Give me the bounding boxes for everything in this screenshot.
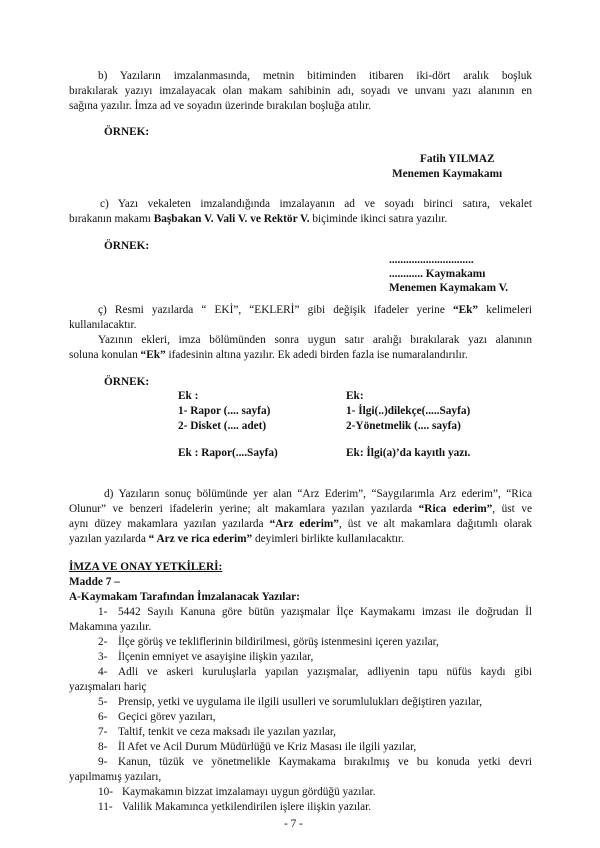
signature-dots: ..............................: [389, 254, 474, 266]
item-number: 11-: [98, 801, 113, 813]
item-text-continued: yapılmamış yazıları,: [69, 771, 162, 783]
ek-left-3: Ek : Rapor(....Sayfa): [178, 447, 278, 459]
item-text: Kanun, tüzük ve yönetmelikle Kaymakama bırakılmış ve bu konuda yetki devri: [118, 756, 532, 768]
signer-title: Menemen Kaymakamı: [392, 168, 503, 180]
ek-right-0: Ek:: [346, 390, 364, 402]
para-cc-line1: ç) Resmi yazılarda “ EKİ”, “EKLERİ” gibi değişik ifadeler yerine “Ek” kelimeleri: [98, 304, 532, 316]
ek-right-1: 1- İlgi(..)dilekçe(.....Sayfa): [346, 405, 471, 417]
item-text: İl Afet ve Acil Durum Müdürlüğü ve Kriz Masası ile ilgili yazılar,: [118, 741, 417, 753]
item-text: Kaymakamın bizzat imzalamayı uygun gördüğü yazılar.: [122, 786, 376, 798]
item-number: 8-: [98, 741, 108, 753]
example-label-3: ÖRNEK:: [104, 376, 150, 388]
para-c-line1: c) Yazı vekaleten imzalandığında imzalayanın ad ve soyadı birinci satıra, vekalet: [100, 198, 532, 210]
signer-name: Fatih YILMAZ: [420, 153, 495, 165]
para-b-line3: sağına yazılır. İmza ad ve soyadın üzerinde bırakılan boşluğa atılır.: [69, 100, 372, 112]
article-heading: Madde 7 –: [69, 576, 120, 588]
ek-left-1: 1- Rapor (.... sayfa): [178, 405, 271, 417]
item-number: 2-: [98, 636, 108, 648]
para-c-line2: bırakanın makamı Başbakan V. Vali V. ve Rektör V. biçiminde ikinci satıra yazılır.: [69, 213, 448, 225]
item-text: 5442 Sayılı Kanuna göre bütün yazışmalar İlçe Kaymakamı imzası ile doğrudan İl: [118, 606, 532, 618]
para-cc-line2: kullanılacaktır.: [69, 319, 137, 331]
item-number: 3-: [98, 651, 108, 663]
deputy-office: ............ Kaymakamı: [389, 268, 486, 280]
item-number: 4-: [98, 666, 108, 678]
item-number: 9-: [98, 756, 108, 768]
section-heading: İMZA VE ONAY YETKİLERİ:: [69, 561, 223, 573]
item-text: İlçenin emniyet ve asayişine ilişkin yazılar,: [118, 651, 314, 663]
deputy-title: Menemen Kaymakam V.: [389, 282, 509, 294]
ek-right-3: Ek: İlgi(a)’da kayıtlı yazı.: [346, 447, 471, 459]
ek-left-2: 2- Disket (.... adet): [178, 420, 267, 432]
para-d-line2: Olunur” ve benzeri ifadelerin yerine; alt makamlara yazılan yazılarda “Rica ederim”, üst ve: [69, 503, 532, 515]
ek-left-0: Ek :: [178, 390, 199, 402]
item-text: Prensip, yetki ve uygulama ile ilgili usulleri ve sorumlulukları değiştiren yazılar,: [118, 696, 483, 708]
example-label-1: ÖRNEK:: [104, 126, 150, 138]
page-number: - 7 -: [284, 818, 303, 830]
para-d-line4: yazılan yazılarda “ Arz ve rica ederim” deyimleri birlikte kullanılacaktır.: [69, 533, 405, 545]
item-text: Valilik Makamınca yetkilendirilen işlere ilişkin yazılar.: [122, 801, 372, 813]
item-text-continued: yazışmaları hariç: [69, 681, 147, 693]
item-text: Adli ve askeri kuruluşlarla yapılan yazışmalar, adliyenin tapu nüfüs kaydı gibi: [118, 666, 532, 678]
item-number: 1-: [98, 606, 108, 618]
para-b-line1: b) Yazıların imzalanmasında, metnin bitiminden itibaren iki-dört aralık boşluk: [98, 70, 532, 82]
para-d-line3: aynı düzey makamlara yazılan yazılarda “Arz ederim”, üst ve alt makamlara dağıtımlı olarak: [69, 518, 533, 530]
item-text: Geçici görev yazıları,: [118, 711, 216, 723]
para-cc-line3: Yazının ekleri, imza bölümünden sonra uygun satır aralığı bırakılarak yazı alanının: [98, 334, 532, 346]
item-number: 5-: [98, 696, 108, 708]
subsection-heading: A-Kaymakam Tarafından İmzalanacak Yazılar:: [69, 591, 300, 603]
item-number: 10-: [98, 786, 114, 798]
ek-right-2: 2-Yönetmelik (.... sayfa): [346, 420, 461, 432]
item-number: 6-: [98, 711, 108, 723]
item-number: 7-: [98, 726, 108, 738]
item-text-continued: Makamına yazılır.: [69, 621, 152, 633]
item-text: İlçe görüş ve tekliflerinin bildirilmesi, görüş istenmesini içeren yazılar,: [118, 636, 439, 648]
item-text: Taltif, tenkit ve ceza maksadı ile yazılan yazılar,: [118, 726, 336, 738]
example-label-2: ÖRNEK:: [104, 240, 150, 252]
para-b-line2: bırakılarak yazıyı imzalayacak olan makam sahibinin adı, soyadı ve unvanı yazı alanının en: [69, 85, 532, 97]
para-cc-line4: soluna konulan “Ek” ifadesinin altına yazılır. Ek adedi birden fazla ise numaralandırılır.: [69, 349, 468, 361]
para-d-line1: d) Yazıların sonuç bölümünde yer alan “Arz Ederim”, “Saygılarımla Arz ederim”, “Rica: [104, 488, 532, 500]
